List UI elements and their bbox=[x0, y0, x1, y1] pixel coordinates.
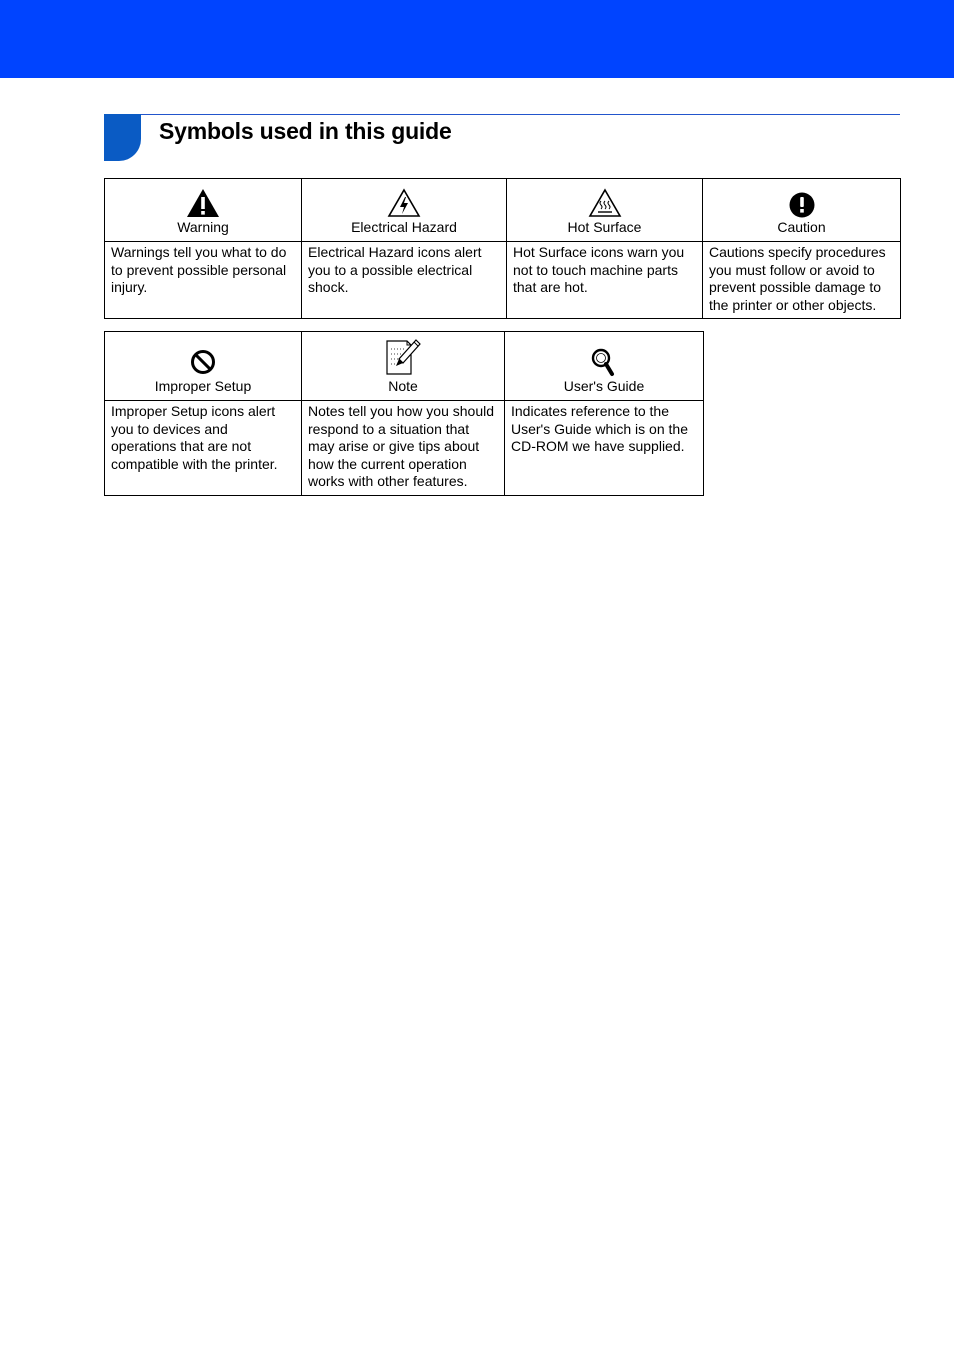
symbols-table-2 bbox=[104, 331, 704, 496]
section-tab-marker bbox=[104, 114, 141, 161]
symbol-cell-users-guide bbox=[505, 332, 704, 401]
symbols-table-1 bbox=[104, 178, 901, 319]
symbol-label: Hot Surface bbox=[567, 218, 642, 235]
hot-surface-icon bbox=[588, 188, 622, 218]
symbol-description: Electrical Hazard icons alert you to a possible electrical shock. bbox=[302, 242, 507, 319]
symbol-description: Hot Surface icons warn you not to touch machine parts that are hot. bbox=[507, 242, 703, 319]
symbol-label: Caution bbox=[777, 218, 826, 235]
section-header bbox=[104, 114, 900, 162]
symbol-cell-electrical-hazard bbox=[302, 179, 507, 242]
symbol-cell-hot-surface bbox=[507, 179, 703, 242]
symbol-description: Notes tell you how you should respond to a situation that may arise or give tips about how the current operation works with other features. bbox=[302, 401, 505, 496]
symbol-cell-caution bbox=[703, 179, 901, 242]
top-banner bbox=[0, 0, 954, 78]
symbol-label: Note bbox=[388, 377, 418, 394]
symbol-label: Improper Setup bbox=[154, 377, 252, 394]
symbol-label: Warning bbox=[177, 218, 229, 235]
symbol-description: Indicates reference to the User's Guide which is on the CD-ROM we have supplied. bbox=[505, 401, 704, 496]
symbol-label: Electrical Hazard bbox=[351, 218, 457, 235]
section-rule bbox=[104, 114, 900, 115]
symbol-cell-improper-setup bbox=[105, 332, 302, 401]
note-pencil-icon bbox=[383, 337, 423, 377]
symbol-description: Warnings tell you what to do to prevent possible personal injury. bbox=[105, 242, 302, 319]
electrical-hazard-icon bbox=[387, 188, 421, 218]
magnifier-icon bbox=[589, 347, 619, 377]
symbol-label: User's Guide bbox=[563, 377, 645, 394]
caution-exclamation-icon bbox=[785, 188, 819, 218]
page-title: Symbols used in this guide bbox=[159, 118, 452, 144]
prohibited-icon bbox=[188, 347, 218, 377]
symbol-description: Improper Setup icons alert you to devices and operations that are not compatible with the printer. bbox=[105, 401, 302, 496]
symbol-cell-warning bbox=[105, 179, 302, 242]
symbol-description: Cautions specify procedures you must follow or avoid to prevent possible damage to the printer or other objects. bbox=[703, 242, 901, 319]
warning-triangle-icon bbox=[186, 188, 220, 218]
symbol-cell-note bbox=[302, 332, 505, 401]
